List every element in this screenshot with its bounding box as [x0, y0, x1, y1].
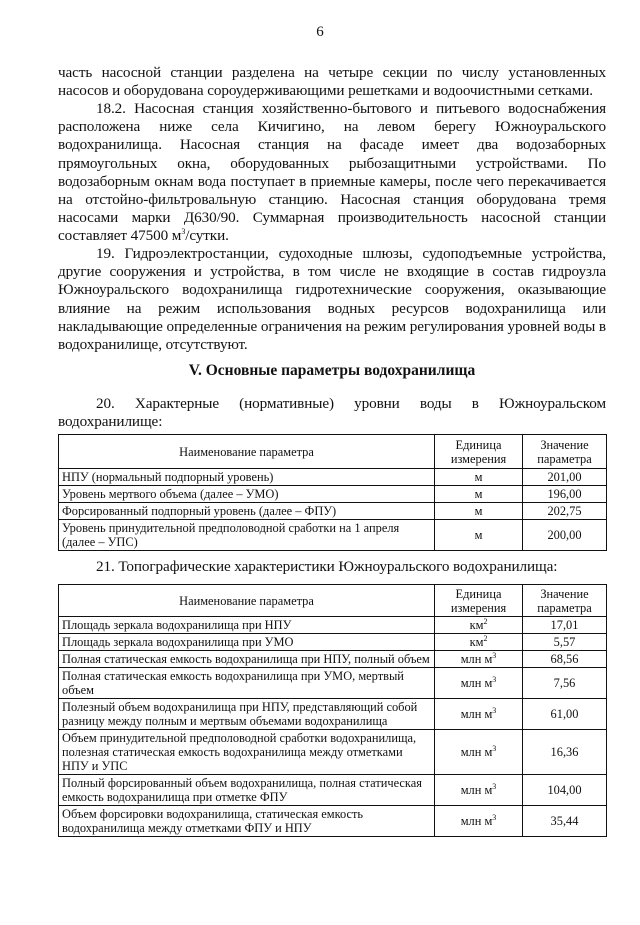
- table-row: [59, 730, 607, 775]
- topographic-body: [59, 617, 607, 837]
- param-value: 104,00: [523, 775, 607, 806]
- page-number: 6: [316, 24, 324, 40]
- table-row: [59, 617, 607, 634]
- param-value: 202,75: [523, 503, 607, 520]
- paragraph-21: 21. Топографические характеристики Южноуральского водохранилища:: [96, 558, 558, 575]
- param-name: Форсированный подпорный уровень (далее – ФПУ): [59, 503, 435, 520]
- table-row: [59, 520, 607, 551]
- paragraph-18-2-sup: 3: [181, 227, 186, 237]
- header-name: Наименование параметра: [59, 435, 435, 469]
- header-value: Значение параметра: [523, 435, 607, 469]
- param-value: 201,00: [523, 469, 607, 486]
- param-name: Уровень принудительной предполоводной сработки на 1 апреля (далее – УПС): [59, 520, 435, 551]
- param-unit-sup: 2: [483, 633, 488, 643]
- header-unit: Единица измерения: [435, 435, 523, 469]
- table-row: [59, 806, 607, 837]
- param-name: Полная статическая емкость водохранилища при НПУ, полный объем: [59, 651, 435, 668]
- param-value: 7,56: [523, 668, 607, 699]
- table-row: [59, 668, 607, 699]
- param-unit: [435, 520, 523, 551]
- param-name: Объем форсировки водохранилища, статическая емкость водохранилища между отметками ФПУ и НПУ: [59, 806, 435, 837]
- param-value: 35,44: [523, 806, 607, 837]
- param-unit: [435, 486, 523, 503]
- param-unit-text: млн м: [460, 783, 493, 797]
- param-unit-text: м: [474, 528, 483, 542]
- param-unit-text: млн м: [460, 652, 493, 666]
- param-unit-text: м: [474, 487, 483, 501]
- param-unit: [435, 651, 523, 668]
- water-levels-body: [59, 469, 607, 551]
- param-unit-text: млн м: [460, 814, 493, 828]
- param-name: Объем принудительной предполоводной сработки водохранилища, полезная статическая емкость водохранилища между отметками НПУ и УПС: [59, 730, 435, 775]
- param-unit-text: млн м: [460, 676, 493, 690]
- param-name: Полезный объем водохранилища при НПУ, представляющий собой разницу между полным и мертвым объемами водохранилища: [59, 699, 435, 730]
- param-name: Площадь зеркала водохранилища при УМО: [59, 634, 435, 651]
- param-name: Полная статическая емкость водохранилища при УМО, мертвый объем: [59, 668, 435, 699]
- param-value: 17,01: [523, 617, 607, 634]
- table-row: [59, 634, 607, 651]
- param-name: Полный форсированный объем водохранилища, полная статическая емкость водохранилища при отметке ФПУ: [59, 775, 435, 806]
- param-value: 196,00: [523, 486, 607, 503]
- table-row: [59, 469, 607, 486]
- table-row: [59, 775, 607, 806]
- param-unit: [435, 503, 523, 520]
- header-unit: Единица измерения: [435, 585, 523, 617]
- param-unit-text: км: [469, 635, 484, 649]
- param-unit-sup: 3: [492, 705, 497, 715]
- param-unit-text: млн м: [460, 745, 493, 759]
- table-header-row: [59, 585, 607, 617]
- param-name: Площадь зеркала водохранилища при НПУ: [59, 617, 435, 634]
- paragraph-20: 20. Характерные (нормативные) уровни воды в Южноуральском водохранилище:: [58, 395, 606, 431]
- param-value: 16,36: [523, 730, 607, 775]
- param-unit-text: млн м: [460, 707, 493, 721]
- param-unit-text: м: [474, 504, 483, 518]
- paragraph-18-2: [58, 100, 606, 246]
- param-unit-text: м: [474, 470, 483, 484]
- param-unit: [435, 668, 523, 699]
- param-unit: [435, 634, 523, 651]
- param-unit: [435, 775, 523, 806]
- table-row: [59, 503, 607, 520]
- param-unit: [435, 806, 523, 837]
- param-name: НПУ (нормальный подпорный уровень): [59, 469, 435, 486]
- param-unit-text: км: [469, 618, 484, 632]
- param-unit-sup: 3: [492, 812, 497, 822]
- table-header-row: [59, 435, 607, 469]
- param-unit-sup: 3: [492, 650, 497, 660]
- paragraph-pump-sections: часть насосной станции разделена на четыре секции по числу установленных насосов и оборудована сороудерживающими решетками и водоочистными сетками.: [58, 64, 606, 100]
- param-value: 68,56: [523, 651, 607, 668]
- param-name: Уровень мертвого объема (далее – УМО): [59, 486, 435, 503]
- water-levels-table: [58, 434, 607, 551]
- table-row: [59, 486, 607, 503]
- param-unit: [435, 617, 523, 634]
- topographic-table: [58, 584, 607, 837]
- paragraph-19: 19. Гидроэлектростанции, судоходные шлюзы, судоподъемные устройства, другие сооружения и устройства, в том числе не входящие в состав гидроузла Южноуральского водохранилища гидротехнические сооружения, оказывающие влияние на режим использования водных ресурсов водохранилища или накладывающие определенные ограничения на режим регулирования уровней воды в водохранилище, отсутствуют.: [58, 245, 606, 354]
- param-unit-sup: 3: [492, 674, 497, 684]
- section-heading: V. Основные параметры водохранилища: [188, 362, 476, 379]
- param-unit: [435, 730, 523, 775]
- param-value: 5,57: [523, 634, 607, 651]
- paragraph-18-2-tail: /сутки.: [185, 227, 229, 245]
- param-unit-sup: 3: [492, 743, 497, 753]
- table-row: [59, 699, 607, 730]
- param-unit: [435, 469, 523, 486]
- header-name: Наименование параметра: [59, 585, 435, 617]
- param-unit-sup: 3: [492, 781, 497, 791]
- table-row: [59, 651, 607, 668]
- param-value: 200,00: [523, 520, 607, 551]
- param-unit: [435, 699, 523, 730]
- header-value: Значение параметра: [523, 585, 607, 617]
- paragraph-18-2-text: 18.2. Насосная станция хозяйственно-бытового и питьевого водоснабжения расположена ниже села Кичигино, на левом берегу Южноуральского водохранилища. Насосная станция на фасаде имеет два водозаборных прямоугольных окна, оборудованных рыбозащитными устройствами. По водозаборным окнам вода поступает в приемные камеры, после чего перекачивается на отстойно-фильтровальную станцию. Насосная станция оборудована тремя насосами марки Д630/90. Суммарная производительность насосной станции составляет 47500 м: [58, 100, 606, 245]
- param-value: 61,00: [523, 699, 607, 730]
- param-unit-sup: 2: [483, 616, 488, 626]
